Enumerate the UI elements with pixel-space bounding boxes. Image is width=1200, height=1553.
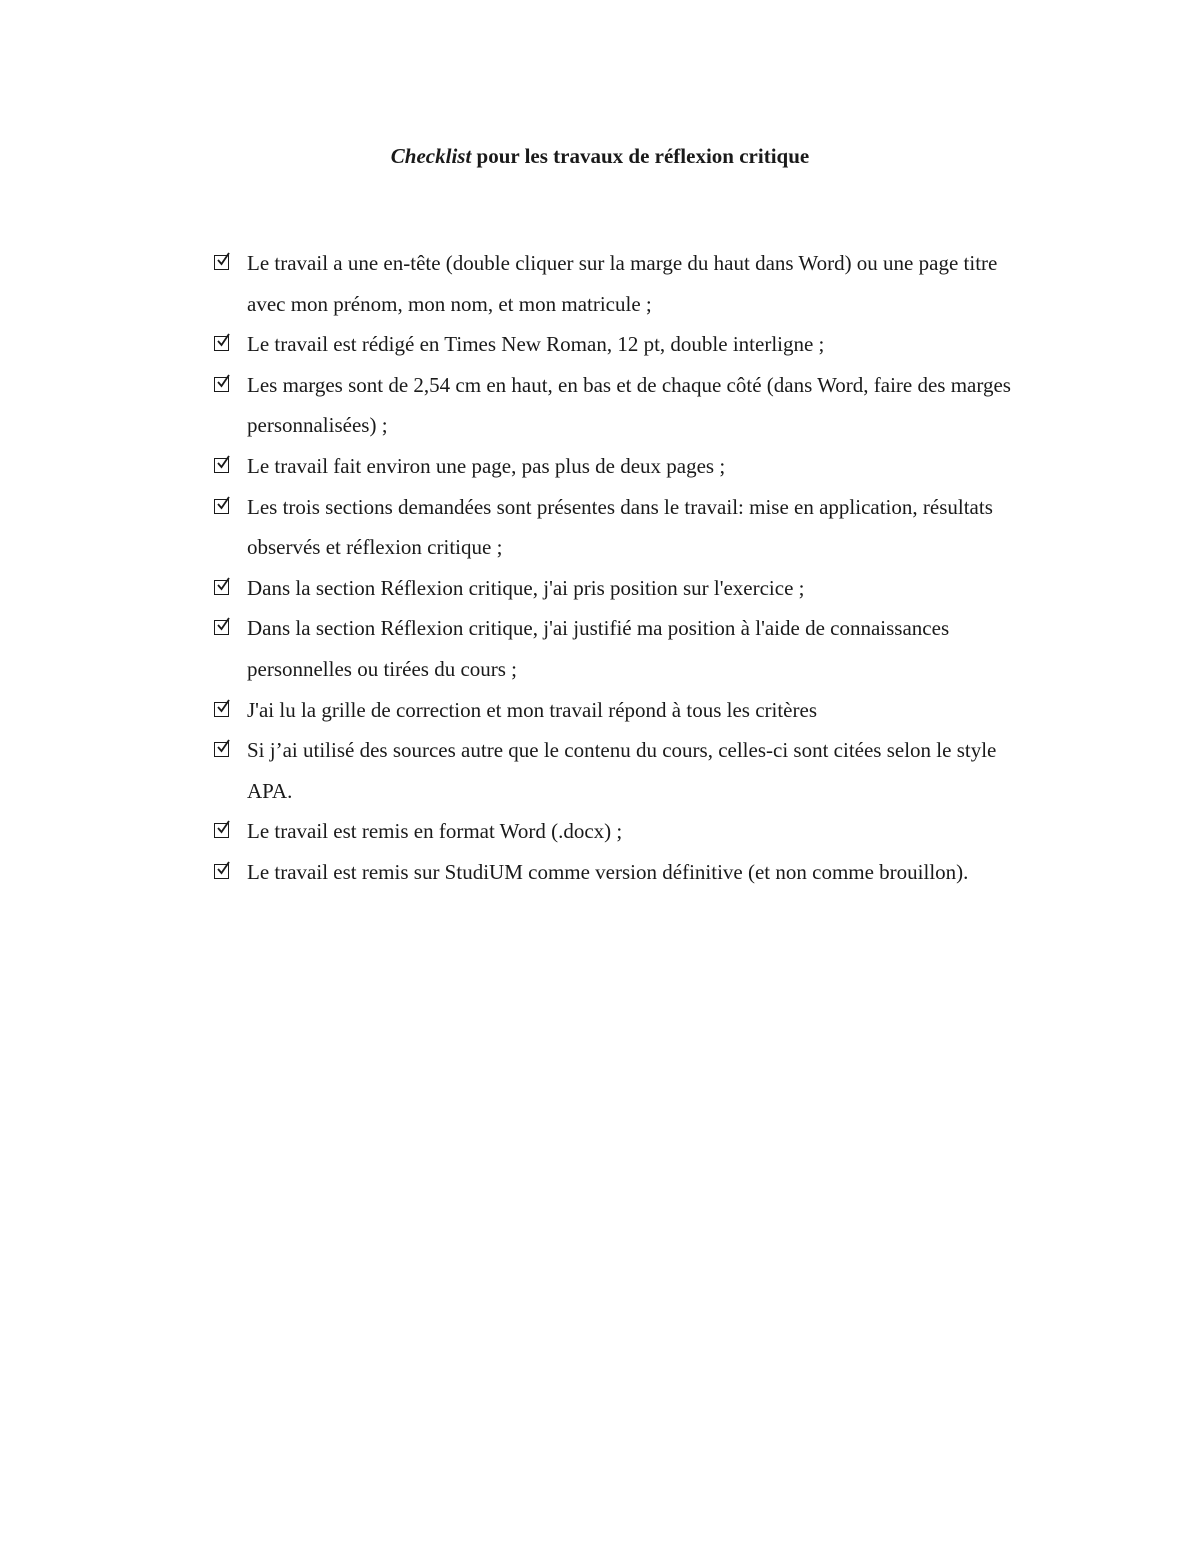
title-rest: pour les travaux de réflexion critique [471, 144, 810, 168]
checklist-item [212, 487, 1032, 568]
checked-box-icon [214, 742, 229, 757]
checked-box-icon [214, 702, 229, 717]
checklist-item-text: Le travail a une en-tête (double cliquer sur la marge du haut dans Word) ou une page titre avec mon prénom, mon nom, et mon matricule ; [247, 251, 998, 316]
checklist-item-text: Si j’ai utilisé des sources autre que le contenu du cours, celles-ci sont citées selon le style APA. [247, 738, 997, 803]
checklist [212, 243, 1032, 893]
checked-box-icon [214, 255, 229, 270]
checklist-item-text: J'ai lu la grille de correction et mon travail répond à tous les critères [247, 697, 817, 722]
checklist-item-text: Le travail est remis sur StudiUM comme version définitive (et non comme brouillon). [247, 859, 969, 884]
checklist-item-text: Dans la section Réflexion critique, j'ai pris position sur l'exercice ; [247, 575, 805, 600]
checklist-item [212, 690, 1032, 731]
checklist-item-text: Les marges sont de 2,54 cm en haut, en bas et de chaque côté (dans Word, faire des marges personnalisées) ; [247, 372, 1011, 438]
checklist-item-text: Le travail est rédigé en Times New Roman, 12 pt, double interligne ; [247, 332, 825, 357]
checked-box-icon [214, 864, 229, 879]
checklist-item [212, 324, 1032, 365]
checklist-item [212, 811, 1032, 852]
checklist-item [212, 446, 1032, 487]
checked-box-icon [214, 580, 229, 595]
title-italic: Checklist [390, 144, 472, 168]
checklist-item [212, 852, 1032, 893]
checklist-item-text: Le travail est remis en format Word (.docx) ; [247, 819, 623, 844]
page-title [0, 140, 1200, 172]
checklist-item-text: Le travail fait environ une page, pas plus de deux pages ; [247, 453, 726, 478]
checklist-item [212, 608, 1032, 689]
checklist-item [212, 730, 1032, 811]
checked-box-icon [214, 377, 229, 392]
checked-box-icon [214, 336, 229, 351]
checked-box-icon [214, 823, 229, 838]
checked-box-icon [214, 499, 229, 514]
checklist-item [212, 568, 1032, 609]
checklist-item-text: Dans la section Réflexion critique, j'ai justifié ma position à l'aide de connaissances personnelles ou tirées du cours ; [247, 616, 950, 681]
checklist-item-text: Les trois sections demandées sont présentes dans le travail: mise en application, résultats observés et réflexion critique ; [247, 494, 993, 560]
checked-box-icon [214, 620, 229, 635]
checklist-item [212, 243, 1032, 324]
checked-box-icon [214, 458, 229, 473]
checklist-item [212, 365, 1032, 446]
